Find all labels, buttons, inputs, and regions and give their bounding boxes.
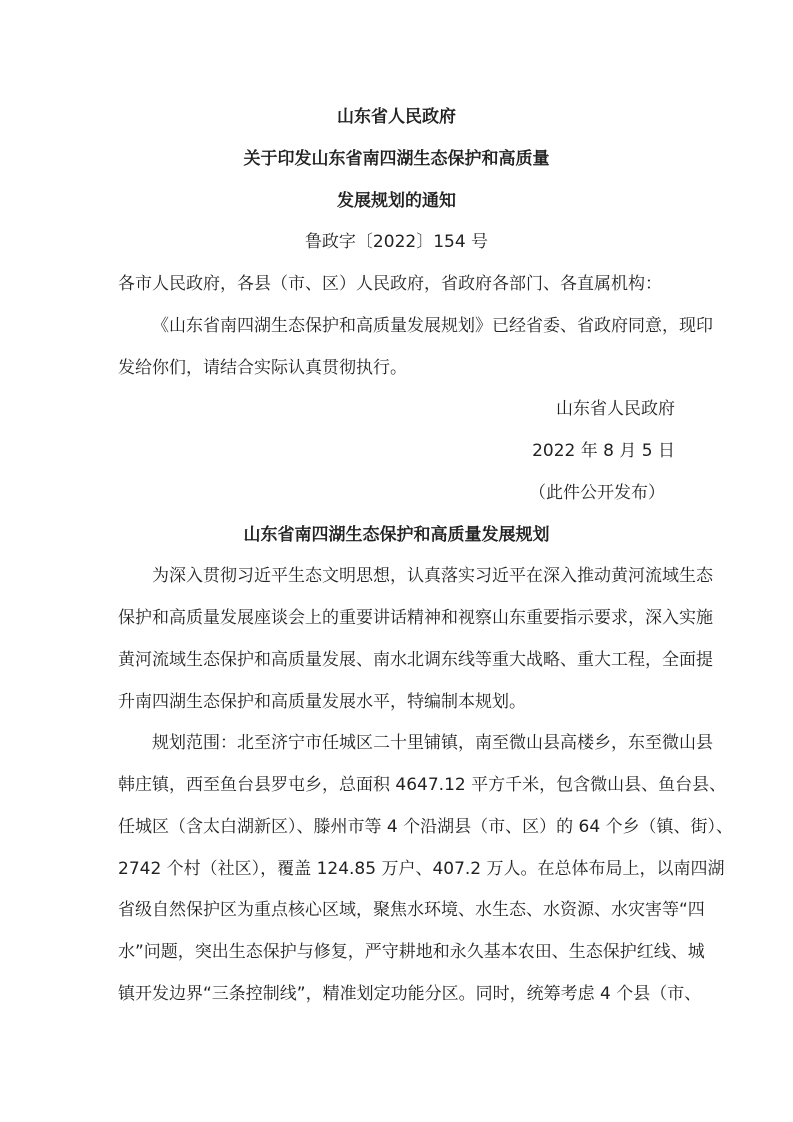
publication-note: （此件公开发布） — [529, 482, 665, 503]
issuer-heading: 山东省人民政府 — [337, 107, 456, 127]
signature: 山东省人民政府 — [556, 399, 675, 420]
plan-title: 山东省南四湖生态保护和高质量发展规划 — [243, 524, 550, 545]
paragraph-line: 韩庄镇，西至鱼台县罗屯乡，总面积 4647.12 平方千米，包含微山县、鱼台县、 — [118, 775, 727, 795]
paragraph-line: 为深入贯彻习近平生态文明思想，认真落实习近平在深入推动黄河流域生态 — [152, 566, 713, 587]
notice-body-line: 发给你们，请结合实际认真贯彻执行。 — [118, 357, 407, 378]
paragraph-line: 2742 个村（社区），覆盖 124.85 万户、407.2 万人。在总体布局上，以南四湖 — [118, 858, 725, 879]
paragraph-line: 黄河流域生态保护和高质量发展、南水北调东线等重大战略、重大工程，全面提 — [118, 649, 713, 670]
date: 2022 年 8 月 5 日 — [532, 441, 675, 461]
paragraph-line: 水”问题，突出生态保护与修复，严守耕地和永久基本农田、生态保护红线、城 — [118, 942, 705, 962]
document-page — [118, 97, 734, 1016]
paragraph-line: 保护和高质量发展座谈会上的重要讲话精神和视察山东重要指示要求，深入实施 — [118, 608, 713, 628]
paragraph-line: 任城区（含太白湖新区）、滕州市等 4 个沿湖县（市、区）的 64 个乡（镇、街）、 — [118, 816, 734, 837]
paragraph-line: 规划范围：北至济宁市任城区二十里铺镇，南至微山县高楼乡，东至微山县 — [152, 733, 713, 754]
paragraph-line: 省级自然保护区为重点核心区域，聚焦水环境、水生态、水资源、水灾害等“四 — [118, 900, 705, 921]
doc-number: 鲁政字〔2022〕154 号 — [304, 232, 489, 253]
paragraph-line: 镇开发边界“三条控制线”，精准划定功能分区。同时，统筹考虑 4 个县（市、 — [118, 983, 702, 1004]
paragraph-line: 升南四湖生态保护和高质量发展水平，特编制本规划。 — [118, 691, 526, 712]
notice-title-line-2: 发展规划的通知 — [337, 190, 456, 211]
addressee: 各市人民政府，各县（市、区）人民政府，省政府各部门、各直属机构： — [118, 274, 662, 294]
notice-title-line-1: 关于印发山东省南四湖生态保护和高质量 — [243, 148, 550, 169]
notice-body-line: 《山东省南四湖生态保护和高质量发展规划》已经省委、省政府同意，现印 — [152, 315, 713, 336]
